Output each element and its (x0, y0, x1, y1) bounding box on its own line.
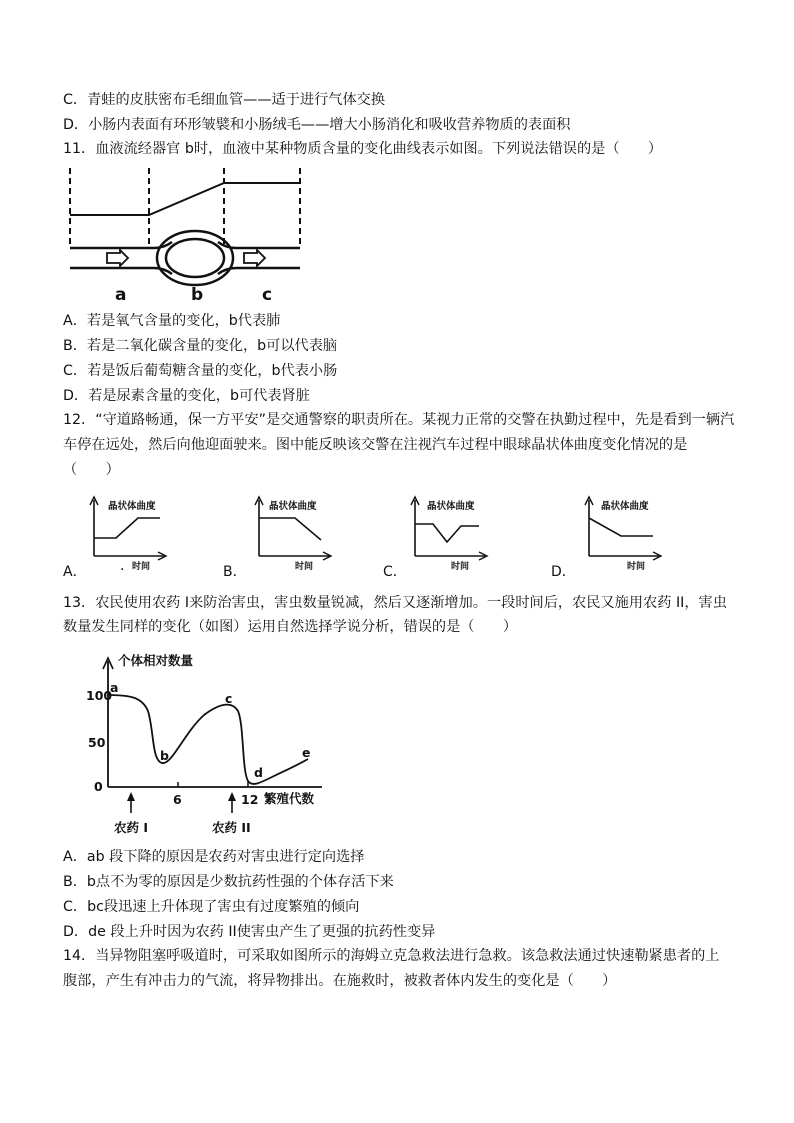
option-d-prev: D．小肠内表面有环形皱襞和小肠绒毛——增大小肠消化和吸收营养物质的表面积 (63, 117, 571, 133)
q11-option-c: C．若是饭后葡萄糖含量的变化，b代表小肠 (63, 363, 338, 379)
population-curve (108, 695, 311, 784)
q13-option-d: D．de 段上升时因为农药 II使害虫产生了更强的抗药性变异 (63, 924, 436, 940)
x-axis-label: 繁殖代数 (264, 791, 315, 806)
x-axis-label: 时间 (295, 562, 314, 572)
curve-d (589, 518, 653, 536)
q13-option-a: A．ab 段下降的原因是农药对害虫进行定向选择 (63, 849, 365, 865)
question-14-line2: 腹部，产生有冲击力的气流，将异物排出。在施救时，被救者体内发生的变化是（ ） (63, 973, 617, 989)
y-tick-100: 100 (86, 688, 113, 703)
arrow-up-icon (228, 792, 236, 801)
point-a: a (110, 680, 119, 695)
x-axis-label: 时间 (451, 562, 470, 572)
arrow-up-icon (127, 792, 135, 801)
point-b: b (160, 748, 169, 763)
y-axis-label: 个体相对数量 (118, 653, 194, 668)
point-e: e (302, 745, 311, 760)
y-tick-50: 50 (88, 735, 106, 750)
content-curve (70, 183, 300, 215)
question-12-line3: （ ） (63, 462, 120, 478)
point-d: d (254, 765, 263, 780)
curve-b (259, 518, 321, 540)
q11-option-a: A．若是氧气含量的变化，b代表肺 (63, 313, 281, 329)
question-11: 11．血液流经器官 b时，血液中某种物质含量的变化曲线表示如图。下列说法错误的是（ ） (63, 141, 663, 157)
x-tick-6: 6 (173, 792, 182, 807)
q13-option-b: B．b点不为零的原因是少数抗药性强的个体存活下来 (63, 874, 394, 890)
q13-option-c: C．bc段迅速上升体现了害虫有过度繁殖的倾向 (63, 899, 360, 915)
q12-graph-d (585, 496, 675, 572)
vessel-bottom-left (70, 268, 172, 274)
question-13-line2: 数量发生同样的变化（如图）运用自然选择学说分析，错误的是（ ） (63, 619, 518, 635)
label-b: b (191, 285, 204, 305)
q12-label-d: D． (551, 564, 576, 580)
flow-arrow-right-icon (244, 250, 265, 266)
q12-label-b: B． (223, 564, 247, 580)
q12-dot: . (120, 558, 125, 574)
figure-11 (60, 164, 310, 306)
x-tick-12: 12 (241, 792, 259, 807)
y-axis-label: 晶状体曲度 (601, 501, 649, 512)
organ-inner (166, 239, 224, 277)
pesticide-1-label: 农药 I (114, 820, 149, 835)
q11-option-b: B．若是二氧化碳含量的变化，b可以代表脑 (63, 338, 338, 354)
label-a: a (115, 285, 127, 305)
question-13-line1: 13．农民使用农药 I来防治害虫，害虫数量锐减，然后又逐渐增加。一段时间后，农民又施用农药 II，害虫 (63, 595, 727, 611)
q12-graph-a (90, 496, 180, 572)
y-axis-label: 晶状体曲度 (108, 501, 156, 512)
curve-a (94, 518, 160, 538)
question-12-line1: 12．“守道路畅通，保一方平安”是交通警察的职责所在。某视力正常的交警在执勤过程中，先是看到一辆汽 (63, 412, 735, 428)
question-12-line2: 车停在远处，然后向他迎面驶来。图中能反映该交警在注视汽车过程中眼球晶状体曲度变化情况的是 (63, 437, 688, 453)
q12-graph-b (255, 496, 345, 572)
q12-graph-c (411, 496, 501, 572)
q12-label-a: A． (63, 564, 87, 580)
curve-c (415, 524, 479, 542)
point-c: c (225, 691, 233, 706)
figure-13 (80, 651, 350, 836)
option-c-prev: C．青蛙的皮肤密布毛细血管——适于进行气体交换 (63, 92, 386, 108)
pesticide-2-label: 农药 II (212, 820, 251, 835)
flow-arrow-left-icon (107, 250, 128, 266)
y-axis-label: 晶状体曲度 (427, 501, 475, 512)
question-14-line1: 14．当异物阻塞呼吸道时，可采取如图所示的海姆立克急救法进行急救。该急救法通过快速勒紧患者的上 (63, 948, 720, 964)
x-axis-label: 时间 (627, 562, 646, 572)
x-axis-label: 时间 (132, 562, 151, 572)
q11-option-d: D．若是尿素含量的变化，b可代表肾脏 (63, 388, 310, 404)
label-c: c (262, 285, 273, 305)
y-axis-label: 晶状体曲度 (269, 501, 317, 512)
y-tick-0: 0 (94, 779, 103, 794)
q12-label-c: C． (383, 564, 407, 580)
vessel-top-left (70, 242, 172, 248)
